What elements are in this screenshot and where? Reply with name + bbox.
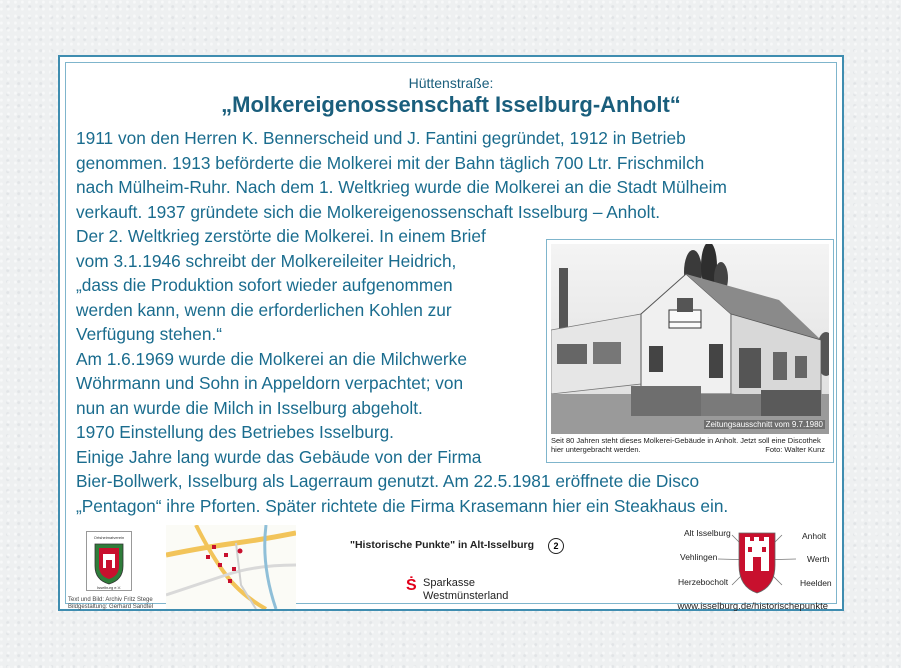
text-line: nun an wurde die Milch in Isselburg abgeholt. [76, 397, 423, 418]
credits [68, 597, 153, 611]
place-vehlingen: Vehlingen [680, 552, 718, 562]
text-line: genommen. 1913 beförderte die Molkerei mit der Bahn täglich 700 Ltr. Frischmilch [76, 152, 705, 173]
caption-text: Seit 80 Jahren steht dieses Molkerei-Gebäude in Anholt. Jetzt soll eine Discothek hier untergebracht werden. [551, 436, 821, 454]
information-sign [58, 55, 844, 611]
photo-caption [551, 436, 827, 454]
newspaper-clipping [546, 239, 834, 463]
text-line: Bier-Bollwerk, Isselburg als Lagerraum genutzt. Am 22.5.1981 eröffnete die Disco [76, 471, 700, 491]
series-number-badge: 2 [548, 538, 564, 554]
text-line: Wöhrmann und Sohn in Appeldorn verpachtet; von [76, 373, 464, 393]
text-line: „dass die Produktion sofort wieder aufgenommen [76, 275, 453, 295]
text-line: werden kann, wenn die erforderlichen Kohlen zur [76, 299, 452, 320]
text-credit: Text und Bild: Archiv Fritz Stege [68, 597, 153, 603]
coat-of-arms-icon [87, 532, 131, 590]
sponsor-name: Sparkasse [423, 577, 475, 589]
series-label: "Historische Punkte" in Alt-Isselburg [350, 539, 535, 551]
sponsor-region: Westmünsterland [423, 590, 509, 602]
design-credit: Bildgestaltung: Gerhard Sandtel [68, 604, 154, 610]
text-line: Verfügung stehen.“ [76, 324, 223, 344]
heritage-club-emblem [86, 531, 132, 591]
dairy-building-photo [551, 244, 829, 434]
text-line: „Pentagon“ ihre Pforten. Später richtete die Firma Krasemann hier ein Steakhaus ein. [76, 495, 729, 516]
street-label: Hüttenstraße: [408, 75, 494, 91]
place-anholt: Anholt [802, 531, 827, 541]
emblem-label-bottom: Isselburg e.V. [96, 585, 122, 590]
text-line: Der 2. Weltkrieg zerstörte die Molkerei. In einem Brief [76, 226, 486, 246]
text-line: verkauft. 1937 gründete sich die Molkereigenossenschaft Isselburg – Anholt. [76, 201, 661, 222]
sparkasse-icon: Ṡ [406, 577, 417, 594]
photo-credit-overlay: Zeitungsausschnitt vom 9.7.1980 [705, 420, 823, 429]
place-werth: Werth [807, 554, 830, 564]
place-herzebocholt: Herzebocholt [678, 577, 729, 587]
emblem-label-top: Ortsheimatverein [93, 535, 125, 540]
text-line: 1911 von den Herren K. Bennerscheid und J. Fantini gegründet, 1912 in Betrieb [76, 128, 686, 148]
sign-footer [66, 523, 836, 612]
town-map [166, 525, 296, 609]
text-line: Am 1.6.1969 wurde die Molkerei an die Milchwerke [76, 348, 467, 369]
text-line: Einige Jahre lang wurde das Gebäude von der Firma [76, 446, 482, 467]
place-alt-isselburg: Alt Isselburg [684, 528, 731, 538]
text-line: nach Mülheim-Ruhr. Nach dem 1. Weltkrieg wurde die Molkerei an die Stadt Mülheim [76, 177, 727, 197]
text-line: 1970 Einstellung des Betriebes Isselburg. [76, 422, 394, 442]
website-link[interactable]: www.isselburg.de/historischepunkte [677, 601, 828, 612]
place-heelden: Heelden [800, 578, 832, 588]
district-badge [678, 525, 836, 595]
sign-inner-frame [65, 62, 837, 612]
sign-title: „Molkereigenossenschaft Isselburg-Anholt“ [221, 92, 681, 117]
text-line: vom 3.1.1946 schreibt der Molkereileiter Heidrich, [76, 250, 457, 271]
photographer-credit: Foto: Walter Kunz [765, 445, 825, 454]
